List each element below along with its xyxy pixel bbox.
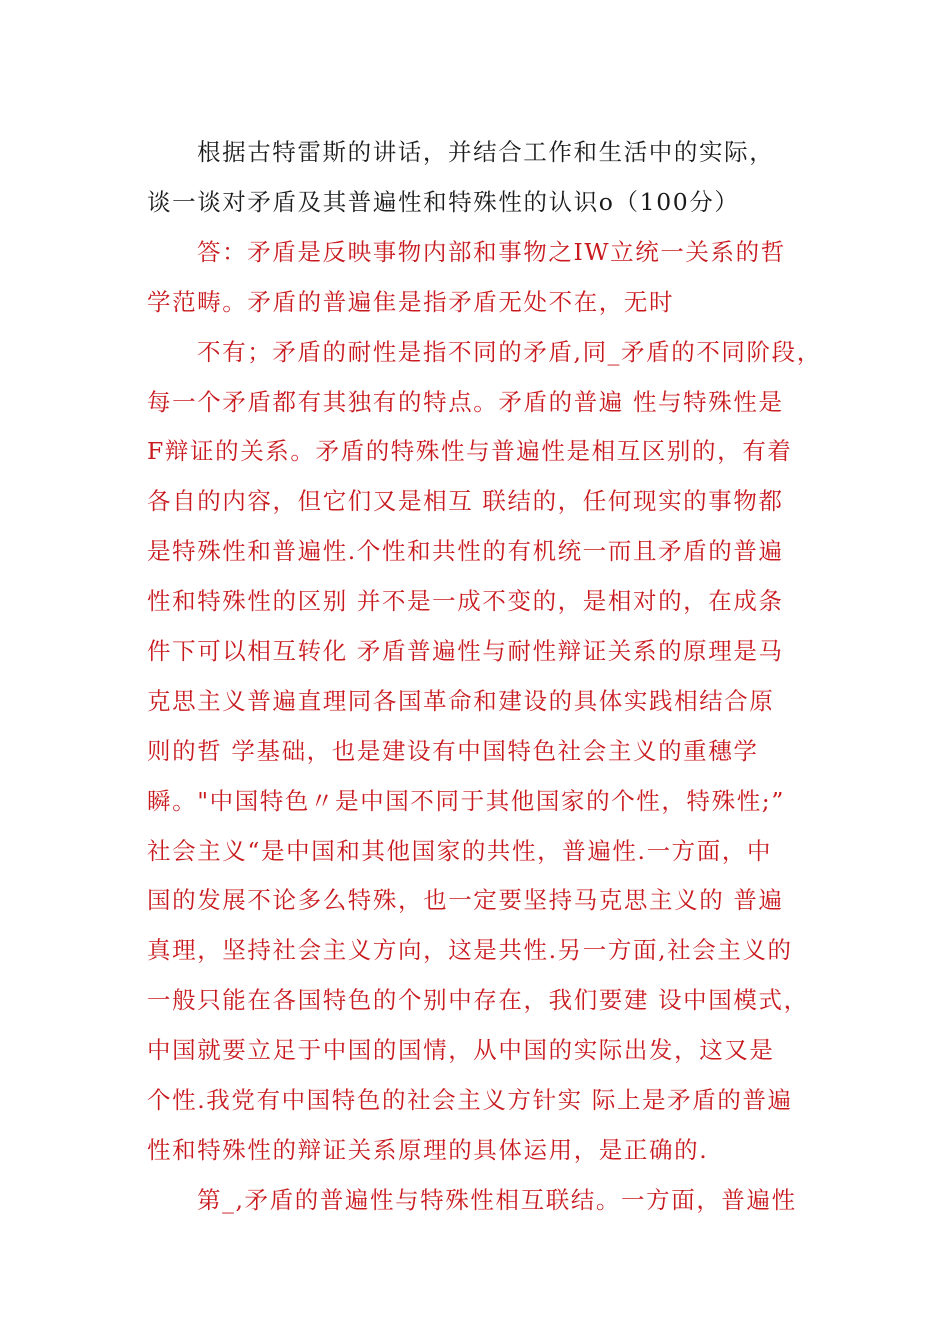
answer-line-11: 则的哲 学基础，也是建设有中国特色社会主义的重穗学 bbox=[147, 737, 759, 765]
answer-line-9: 件下可以相互转化 矛盾普遍性与耐性辩证关系的原理是马 bbox=[147, 637, 784, 665]
question-line-2: 谈一谈对矛盾及其普遍性和特殊性的认识o（100分） bbox=[147, 188, 740, 216]
answer-line-7: 是特殊性和普遍性.个性和共性的有机统一而且矛盾的普遍 bbox=[147, 537, 784, 565]
answer-line-10: 克思主义普遍直理同各国革命和建设的具体实践相结合原 bbox=[147, 687, 775, 715]
answer-line-1: 答：矛盾是反映事物内部和事物之IW立统一关系的哲 bbox=[197, 238, 786, 266]
answer-line-13: 社会主义“是中国和其他国家的共性，普遍性.一方面，中 bbox=[147, 837, 773, 865]
answer-line-4: 每一个矛盾都有其独有的特点。矛盾的普遍 性与特殊性是 bbox=[147, 388, 784, 416]
answer-line-5: F辩证的关系。矛盾的特殊性与普遍性是相互区别的，有着 bbox=[147, 437, 793, 465]
answer-line-17: 中国就要立足于中国的国情，从中国的实际出发，这又是 bbox=[147, 1036, 775, 1064]
answer-line-19: 性和特殊性的辩证关系原理的具体运用，是正确的. bbox=[147, 1136, 709, 1164]
answer-line-2: 学范畴。矛盾的普遍隹是指矛盾无处不在，无时 bbox=[147, 288, 675, 316]
answer-line-20: 第_,矛盾的普遍性与特殊性相互联结。一方面，普遍性 bbox=[197, 1186, 797, 1214]
answer-line-14: 国的发展不论多么特殊，也一定要坚持马克思主义的 普遍 bbox=[147, 886, 784, 914]
answer-line-12: 瞬。"中国特色〃是中国不同于其他国家的个性，特殊性;” bbox=[147, 787, 785, 815]
answer-line-16: 一般只能在各国特色的个别中存在，我们要建 设中国模式， bbox=[147, 986, 809, 1014]
question-line-1: 根据古特雷斯的讲话，并结合工作和生活中的实际， bbox=[197, 138, 775, 166]
answer-line-3: 不有；矛盾的耐性是指不同的矛盾,同_矛盾的不同阶段， bbox=[197, 338, 822, 366]
answer-line-6: 各自的内容，但它们又是相互 联结的，任何现实的事物都 bbox=[147, 487, 784, 515]
answer-line-18: 个性.我党有中国特色的社会主义方针实 际上是矛盾的普遍 bbox=[147, 1086, 793, 1114]
answer-line-15: 真理，坚持社会主义方向，这是共性.另一方面,社会主义的 bbox=[147, 936, 793, 964]
answer-line-8: 性和特殊性的区别 并不是一成不变的，是相对的，在成条 bbox=[147, 587, 784, 615]
